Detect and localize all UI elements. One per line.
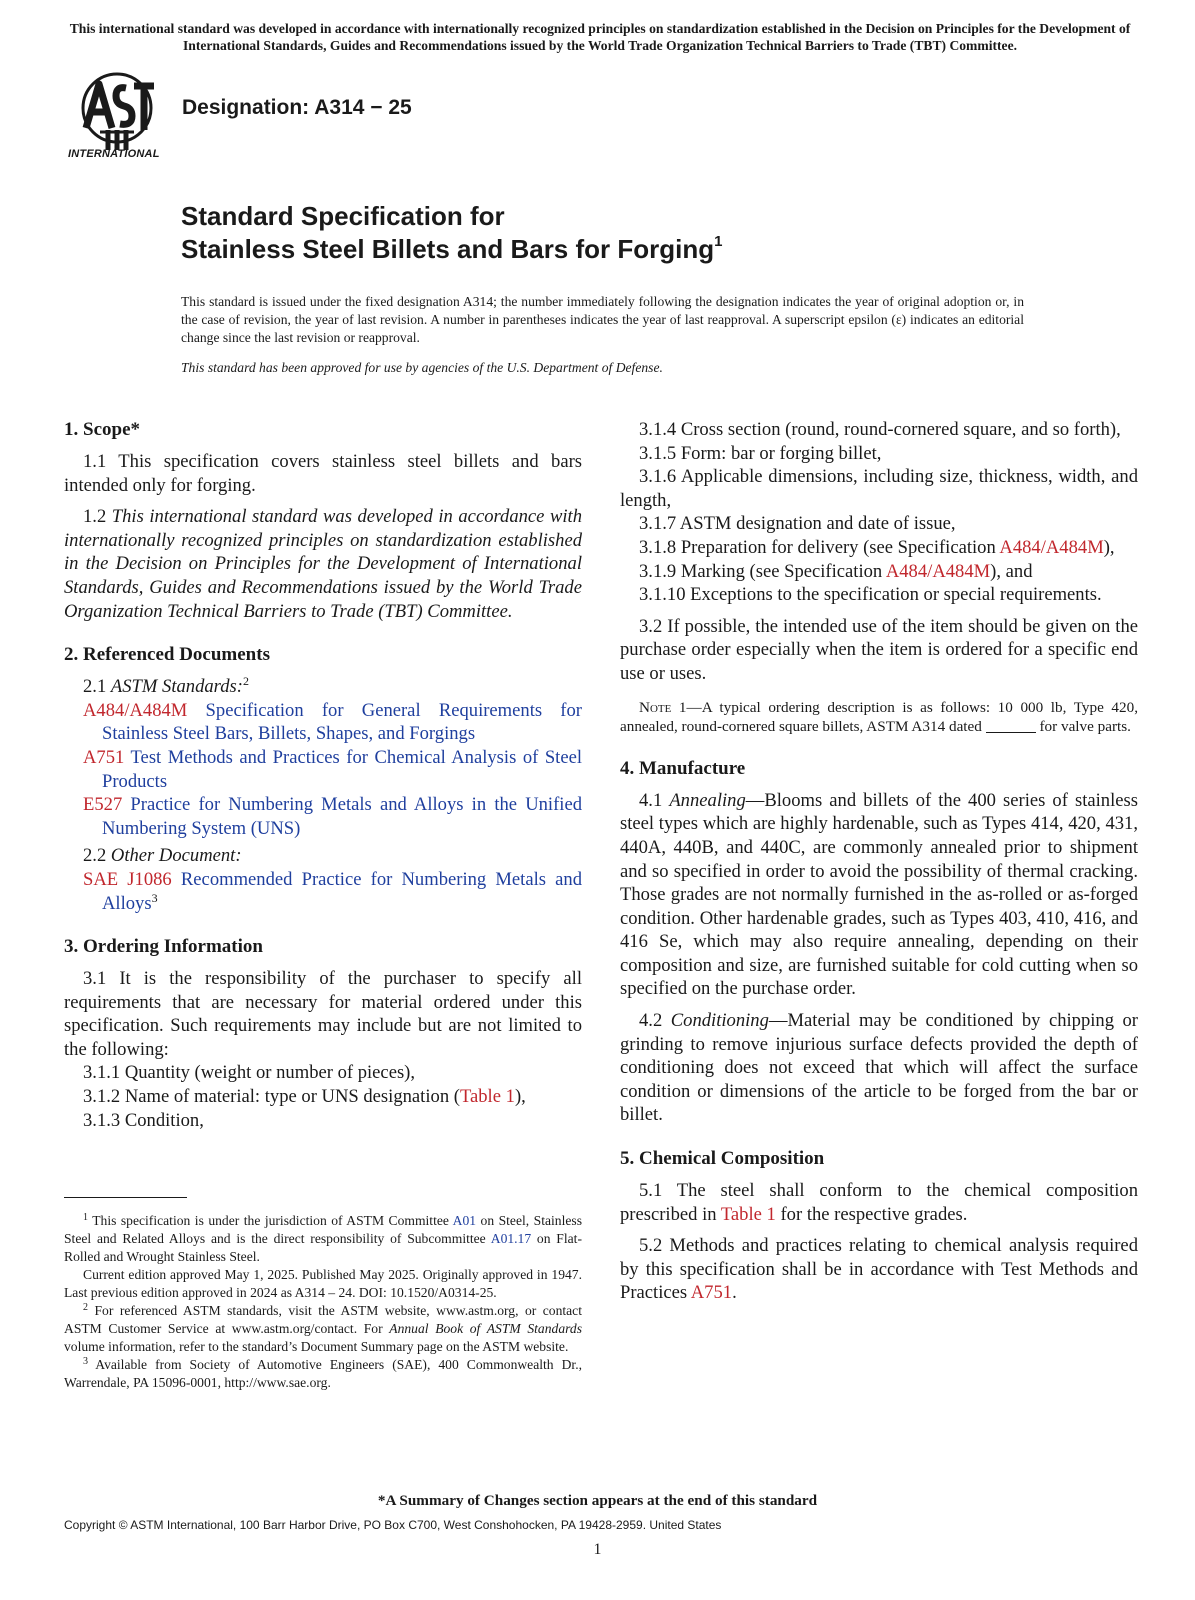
ordering-3-1-7: 3.1.7 ASTM designation and date of issue, (639, 513, 956, 535)
link-committee-a01[interactable]: A01 (452, 1213, 477, 1228)
title-line-1: Standard Specification for (181, 201, 505, 231)
link-e527[interactable]: E527 (83, 794, 123, 816)
summary-of-changes-note: *A Summary of Changes section appears at the end of this standard (377, 1492, 818, 1509)
link-subcommittee-a01-17[interactable]: A01.17 (490, 1231, 532, 1246)
footnote-2: $^2$ For referenced ASTM standards, visit the ASTM website, www.astm.org, or contact ASTM Customer Service at www.astm.org/contact. For Annual Book of ASTM Standards volume information, refer to the standard’s Document Summary page on the ASTM website. (64, 1302, 582, 1354)
ordering-3-1-3: 3.1.3 Condition, (83, 1109, 204, 1131)
chemical-5-1: 5.1 The steel shall conform to the chemical composition prescribed in Table 1 for the respective grades. (620, 1180, 1138, 1225)
scope-1-1: 1.1 This specification covers stainless steel billets and bars intended only for forging. (64, 451, 582, 496)
scope-1-2-text: This international standard was developed in accordance with internationally recognized principles on standardization established in the Decision on Principles for the Development of International Standards, Guides and Recommendations issued by the World Trade Organization Technical Barriers to Trade (TBT) Committee. (64, 506, 583, 622)
link-sae-j1086[interactable]: SAE J1086 (83, 868, 172, 890)
referenced-documents-heading: 2. Referenced Documents (64, 644, 270, 666)
issue-note: This standard is issued under the fixed designation A314; the number immediately following the designation indicates the year of original adoption or, in the case of revision, the year of last revision. A number in parentheses indicates the year of last reapproval. A superscript epsilon (ε) indicates an editorial change since the last revision or reapproval. (181, 294, 1024, 345)
ordering-3-2: 3.2 If possible, the intended use of the item should be given on the purchase order especially when the item is ordered for a specific end use or uses. (620, 615, 1138, 684)
scope-heading: 1. Scope* (64, 419, 140, 440)
link-table-1[interactable]: Table 1 (459, 1086, 515, 1108)
right-column (620, 418, 1138, 1305)
ordering-3-1-9: 3.1.9 Marking (see Specification A484/A484M), and (639, 560, 1033, 582)
page-number: 1 (593, 1541, 602, 1558)
dod-approval-note: This standard has been approved for use by agencies of the U.S. Department of Defense. (181, 360, 663, 375)
designation: Designation: A314 − 25 (182, 96, 412, 119)
date-blank (986, 718, 1036, 733)
ordering-information-heading: 3. Ordering Information (64, 936, 263, 958)
link-a484-prep[interactable]: A484/A484M (999, 536, 1104, 558)
scope-1-2: 1.2 This international standard was developed in accordance with internationally recognized principles on standardization established in the Decision on Principles for the Development of International Standards, Guides and Recommendations issued by the World Trade Organization Technical Barriers to Trade (TBT) Committee. (64, 506, 583, 622)
link-a751-chem[interactable]: A751 (690, 1282, 733, 1304)
copyright-line: Copyright © ASTM International, 100 Barr Harbor Drive, PO Box C700, West Conshohocken, PA 19428-2959. United States (64, 1518, 722, 1532)
document-title (181, 200, 722, 266)
reference-e527: E527 Practice for Numbering Metals and Alloys in the Unified Numbering System (UNS) (83, 794, 582, 839)
ordering-3-1-1: 3.1.1 Quantity (weight or number of pieces), (83, 1062, 416, 1084)
title-footnote-mark: 1 (714, 233, 723, 250)
logo-international-label: INTERNATIONAL (68, 148, 160, 160)
ordering-3-1: 3.1 It is the responsibility of the purchaser to specify all requirements that are necessary for material ordered under this specification. Such requirements may include but are not limited to the following: (64, 968, 582, 1060)
title-line-2: Stainless Steel Billets and Bars for Forging (181, 234, 715, 264)
ordering-3-1-5: 3.1.5 Form: bar or forging billet, (639, 442, 882, 464)
link-table-1-chem[interactable]: Table 1 (720, 1203, 776, 1225)
astm-logo (64, 68, 170, 164)
chemical-5-2: 5.2 Methods and practices relating to chemical analysis required by this specification shall be in accordance with Test Methods and Practices A751. (620, 1235, 1138, 1304)
chemical-composition-heading: 5. Chemical Composition (620, 1148, 825, 1170)
footnote-1-edition: Current edition approved May 1, 2025. Published May 2025. Originally approved in 1947. Last previous edition approved in 2024 as A314 – 24. DOI: 10.1520/A0314-25. (64, 1267, 582, 1300)
astm-standards-label: 2.1 ASTM Standards:$^2$ (83, 674, 249, 698)
footnotes (64, 1212, 582, 1392)
link-a484-marking[interactable]: A484/A484M (885, 560, 991, 582)
footnote-3: $^3$ Available from Society of Automotive Engineers (SAE), 400 Commonwealth Dr., Warrendale, PA 15096-0001, http://www.sae.org. (64, 1356, 582, 1390)
manufacture-4-2: 4.2 Conditioning—Material may be conditioned by chipping or grinding to remove injurious surface defects provided the depth of conditioning does not exceed that which will affect the surface condition or dimensions of the article to be forged from the bar or billet. (620, 1010, 1138, 1126)
link-a751[interactable]: A751 (83, 746, 125, 768)
footnote-1: $^1$ This specification is under the jurisdiction of ASTM Committee A01 on Steel, Stainless Steel and Related Alloys and is the direct responsibility of Subcommittee A01.17 on Flat-Rolled and Wrought Stainless Steel. (64, 1212, 582, 1264)
reference-a484: A484/A484M Specification for General Requirements for Stainless Steel Bars, Billets, Shapes, and Forgings (83, 699, 582, 745)
manufacture-heading: 4. Manufacture (620, 757, 746, 779)
reference-a751: A751 Test Methods and Practices for Chemical Analysis of Steel Products (83, 746, 582, 792)
ordering-3-1-8: 3.1.8 Preparation for delivery (see Specification A484/A484M), (639, 536, 1115, 558)
ordering-3-1-6: 3.1.6 Applicable dimensions, including size, thickness, width, and length, (620, 466, 1138, 511)
wto-principles-banner: This international standard was developed in accordance with internationally recognized principles on standardization established in the Decision on Principles for the Development of International Standards, Guides and Recommendations issued by the World Trade Organization Technical Barriers to Trade (TBT) Committee. (69, 21, 1131, 53)
link-a484[interactable]: A484/A484M (83, 699, 188, 721)
ordering-3-1-2: 3.1.2 Name of material: type or UNS designation (Table 1), (83, 1086, 526, 1108)
left-column (64, 418, 582, 1132)
ordering-note-1: Note 1—A typical ordering description is as follows: 10 000 lb, Type 420, annealed, round-cornered square billets, ASTM A314 dated for valve parts. (620, 698, 1139, 736)
manufacture-4-1: 4.1 Annealing—Blooms and billets of the 400 series of stainless steel types which are highly hardenable, such as Types 414, 420, 431, 440A, 440B, and 440C, are commonly annealed prior to shipment and so specified in order to avoid the possibility of thermal cracking. Those grades are not normally furnished in the as-rolled or as-forged condition. Other hardenable grades, such as Types 403, 410, 416, and 416 Se, which may also require annealing, depending on their composition and size, are furnished suitable for cold cutting when so specified on the purchase order. (620, 789, 1138, 1000)
footnote-rule (64, 1197, 187, 1198)
ordering-3-1-4: 3.1.4 Cross section (round, round-cornered square, and so forth), (639, 419, 1121, 440)
ordering-3-1-10: 3.1.10 Exceptions to the specification or special requirements. (639, 584, 1102, 606)
reference-sae-j1086: SAE J1086 Recommended Practice for Numbering Metals and Alloys$^3$ (83, 868, 582, 914)
other-document-label: 2.2 Other Document: (83, 845, 242, 867)
